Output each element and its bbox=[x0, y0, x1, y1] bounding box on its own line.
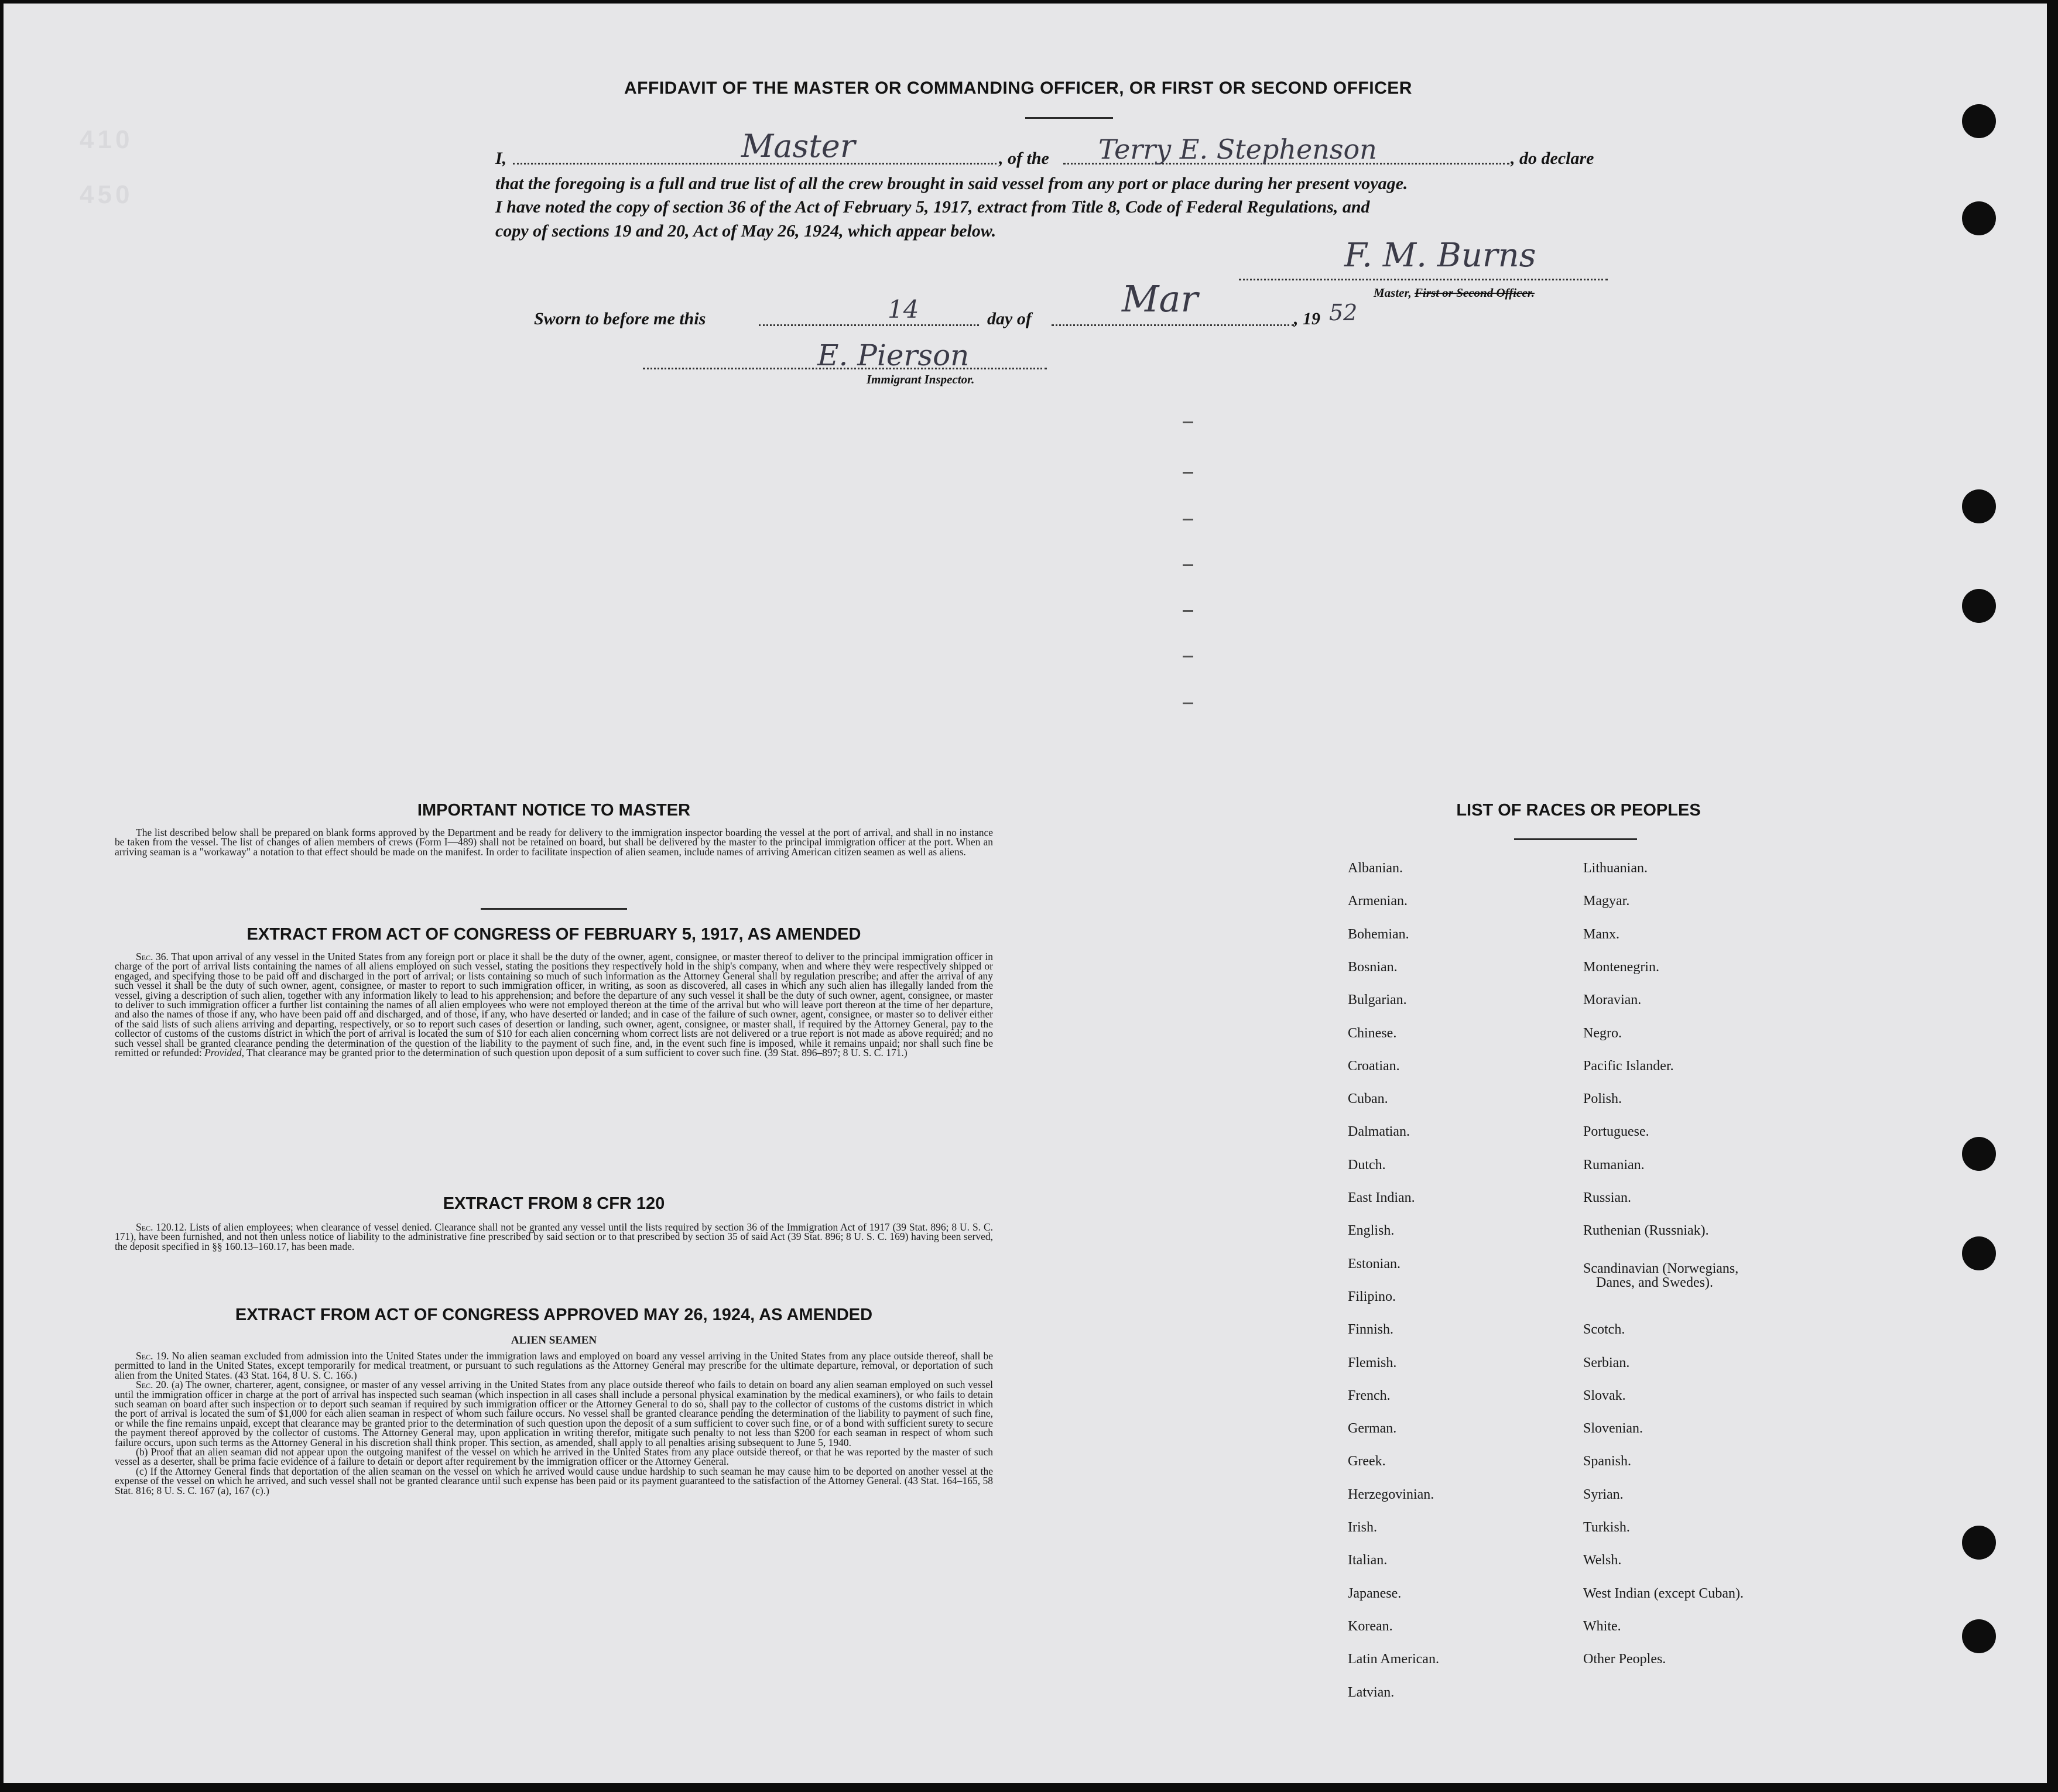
affidavit-do-declare: , do declare bbox=[1511, 149, 1594, 168]
title-rule bbox=[1025, 117, 1113, 119]
day-of-label: day of bbox=[987, 309, 1032, 328]
master-caption-officer: First or Second Officer. bbox=[1415, 286, 1535, 300]
affidavit-line-2: I have noted the copy of section 36 of the Act of February 5, 1917, extract from Title 8, Code of Federal Regulations, and bbox=[495, 197, 1370, 217]
extract-1917-paragraph bbox=[115, 952, 993, 1057]
master-signature: F. M. Burns bbox=[1344, 237, 1536, 275]
race-item: Bulgarian. bbox=[1348, 992, 1407, 1008]
race-item: Negro. bbox=[1583, 1025, 1622, 1041]
race-item: Flemish. bbox=[1348, 1355, 1397, 1370]
alien-seamen-subtitle: ALIEN SEAMEN bbox=[511, 1334, 597, 1346]
affidavit-line-1: that the foregoing is a full and true list of all the crew brought in said vessel from any port or place during her present voyage. bbox=[495, 174, 1408, 193]
bleed-through-mark: 410 bbox=[80, 125, 133, 154]
race-item: Filipino. bbox=[1348, 1289, 1396, 1304]
sec20a-paragraph bbox=[115, 1380, 993, 1447]
provided-label: Provided, bbox=[204, 1047, 244, 1059]
race-item: Japanese. bbox=[1348, 1585, 1402, 1601]
punch-hole bbox=[1962, 104, 1996, 138]
bleed-through-mark: 450 bbox=[80, 180, 133, 209]
race-item: Slovenian. bbox=[1583, 1421, 1643, 1437]
sec19-text: No alien seaman excluded from admission into the United States under the immigration laws and employed on board any vessel arriving in the United States from any place outside thereof, shall be permitted to land in the United States, except temporarily for medical treatment, or pursuant to such regulations as the Attorney General may prescribe for the ultimate departure, removal, or deportation of such alien from the United States. (43 Stat. 164, 8 U. S. C. 166.) bbox=[115, 1350, 993, 1381]
notice-paragraph: The list described below shall be prepared on blank forms approved by the Department and be ready for delivery to the immigration inspector boarding the vessel at the port of arrival, and shall in no instance be taken from the vessel. The list of changes of alien members of crews (Form I—489) shall not be retained on board, but shall be delivered by the master to the principal immigration officer at the port. When an arriving seaman is a "workaway" a notation to that effect should be made on the manifest. In order to facilitate inspection of alien seamen, include names of arriving American citizen seamen as well as aliens. bbox=[115, 827, 993, 858]
race-item: Turkish. bbox=[1583, 1520, 1630, 1535]
cfr-body bbox=[115, 1222, 993, 1251]
scan-speck bbox=[1183, 564, 1193, 566]
extract-1917-body bbox=[115, 952, 993, 1057]
race-item: Dalmatian. bbox=[1348, 1124, 1410, 1140]
scan-speck bbox=[1183, 656, 1193, 657]
race-item: English. bbox=[1348, 1223, 1395, 1239]
cfr-title: EXTRACT FROM 8 CFR 120 bbox=[443, 1194, 665, 1213]
master-caption-master: Master, bbox=[1374, 286, 1412, 300]
race-item: Other Peoples. bbox=[1583, 1651, 1666, 1667]
extract-1917-tail: That clearance may be granted prior to the determination of such question upon deposit of a sum sufficient to cover such fine. (39 Stat. 896–897; 8 U. S. C. 171.) bbox=[246, 1047, 908, 1059]
scan-speck bbox=[1183, 472, 1193, 474]
race-item: Moravian. bbox=[1583, 992, 1642, 1008]
race-item: East Indian. bbox=[1348, 1190, 1415, 1205]
sec20a-text: (a) The owner, charterer, agent, consignee, or master of any vessel arriving in the United States from any place outside thereof who fails to detain on board any alien seaman employed on such vessel until the immigration officer in charge at the port of arrival has inspected such seaman (which inspection in all cases shall include a personal physical examination by the medical examiners), or who fails to detain such seaman on board after such inspection or to deport such seaman if required by such immigration officer or the Attorney General to do so, shall pay to the collector of customs of the customs district in which the port of arrival is located the sum of $1,000 for each alien seaman in respect of whom such failure occurs. No vessel shall be granted clearance pending the determination of the liability to payment of such fine, or while the fine remains unpaid, except that clearance may be granted prior to the determination of such question upon the deposit of a sum sufficient to cover such fine, or of a bond with sufficient surety to secure the payment thereof approved by the collector of customs. The Attorney General may, upon application in writing therefor, mitigate such penalty to not less than $200 for each seaman in respect of whom such failure occurs, upon such terms as the Attorney General in his discretion shall think proper. This section, as amended, shall apply to all penalties arising subsequent to June 5, 1940. bbox=[115, 1379, 993, 1448]
scan-speck bbox=[1183, 422, 1193, 423]
race-item: Korean. bbox=[1348, 1618, 1393, 1634]
race-item: Chinese. bbox=[1348, 1025, 1397, 1041]
section-label: Sec. 19. bbox=[136, 1350, 169, 1362]
race-item: Ruthenian (Russniak). bbox=[1583, 1223, 1709, 1239]
race-item: Albanian. bbox=[1348, 861, 1403, 876]
punch-hole bbox=[1962, 589, 1996, 623]
extract-1924-title: EXTRACT FROM ACT OF CONGRESS APPROVED MAY 26, 1924, AS AMENDED bbox=[235, 1306, 873, 1324]
section-label: Sec. 120.12. bbox=[136, 1221, 187, 1233]
handwritten-vessel: Terry E. Stephenson bbox=[1098, 133, 1377, 165]
handwritten-rank: Master bbox=[741, 128, 855, 165]
race-item: Serbian. bbox=[1583, 1355, 1630, 1370]
race-item: Scotch. bbox=[1583, 1322, 1625, 1338]
race-item: Magyar. bbox=[1583, 893, 1630, 909]
race-item: Lithuanian. bbox=[1583, 861, 1648, 876]
race-item: Dutch. bbox=[1348, 1157, 1386, 1173]
race-item: West Indian (except Cuban). bbox=[1583, 1585, 1744, 1601]
race-item: Estonian. bbox=[1348, 1256, 1400, 1272]
race-item: French. bbox=[1348, 1387, 1391, 1403]
affidavit-title: AFFIDAVIT OF THE MASTER OR COMMANDING OFFICER, OR FIRST OR SECOND OFFICER bbox=[624, 78, 1412, 98]
extract-1917-text: That upon arrival of any vessel in the United States from any foreign port or place it shall be the duty of the owner, agent, consignee, or master thereof to deliver to the principal immigration officer in charge of the port of arrival lists containing the names of all aliens employed on such vessel, stating the positions they respectively hold in the ship's company, when and where they were respectively shipped or engaged, and specifying those to be paid off and discharged in the port of arrival; or lists containing so much of such information as the Attorney General shall by regulation prescribe; and after the arrival of any such vessel it shall be the duty of such owner, agent, consignee, or master to report to such immigration officer, in writing, as soon as discovered, all cases in which any such alien has illegally landed from the vessel, giving a description of such alien, together with any information likely to lead to his apprehension; and before the departure of any such vessel it shall be the duty of such owner, agent, consignee, or master to deliver to such immigration officer a further list containing the names of all alien employees who were not employed thereon at the time of the arrival but who will leave port thereon at the time of her departure, and also the names of those if any, who have been paid off and discharged, and of those, if any, who have deserted or landed; and in case of the failure of such owner, agent, consignee, or master so to deliver either of the said lists of such aliens arriving and departing, respectively, or so to report such cases of desertion or landing, such owner, agent, consignee, or master shall, if required by the Attorney General, pay to the collector of customs of the customs district in which the port of arrival is located the sum of $10 for each alien concerning whom correct lists are not delivered or a true report is not made as above required; and no such vessel shall be granted clearance pending the determination of the question of the liability to the payment of such fine, and, in the event such fine is imposed, while it remains unpaid; nor shall such fine be remitted or refunded: bbox=[115, 951, 993, 1059]
race-item: Russian. bbox=[1583, 1190, 1632, 1205]
punch-hole bbox=[1962, 1236, 1996, 1270]
race-item: Scandinavian (Norwegians, bbox=[1583, 1260, 1739, 1276]
race-item: Latvian. bbox=[1348, 1684, 1395, 1700]
month-line bbox=[1052, 324, 1294, 326]
scan-speck bbox=[1183, 519, 1193, 520]
race-item: Latin American. bbox=[1348, 1651, 1439, 1667]
affidavit-i-label: I, bbox=[495, 149, 507, 168]
year-prefix: , 19 bbox=[1294, 309, 1320, 328]
notice-title: IMPORTANT NOTICE TO MASTER bbox=[417, 801, 691, 820]
punch-hole bbox=[1962, 489, 1996, 523]
race-item: Manx. bbox=[1583, 926, 1619, 942]
race-item: Greek. bbox=[1348, 1454, 1386, 1469]
inspector-caption: Immigrant Inspector. bbox=[867, 372, 975, 386]
race-item: Spanish. bbox=[1583, 1454, 1632, 1469]
scan-speck bbox=[1183, 610, 1193, 612]
cfr-paragraph bbox=[115, 1222, 993, 1251]
sworn-label: Sworn to before me this bbox=[534, 309, 706, 328]
punch-hole bbox=[1962, 1619, 1996, 1653]
inspector-line bbox=[643, 368, 1047, 369]
sec20b-paragraph: (b) Proof that an alien seaman did not appear upon the outgoing manifest of the vessel on which he arrived in the United States from any place outside thereof, or that he was reported by the master of such vessel as a deserter, shall be prima facie evidence of a failure to detain or deport after requirement by the immigration officer or the Attorney General. bbox=[115, 1446, 993, 1468]
races-title: LIST OF RACES OR PEOPLES bbox=[1456, 801, 1701, 820]
handwritten-day: 14 bbox=[888, 295, 919, 324]
handwritten-month: Mar bbox=[1122, 277, 1198, 320]
sec19-paragraph bbox=[115, 1351, 993, 1380]
race-item: Portuguese. bbox=[1583, 1124, 1649, 1140]
race-item: Finnish. bbox=[1348, 1322, 1394, 1338]
sec20c-paragraph: (c) If the Attorney General finds that deportation of the alien seaman on the vessel on which he arrived would cause undue hardship to such seaman he may cause him to be deported on another vessel at the expense of the vessel on which he arrived, and such vessel shall not be granted clearance until such expense has been paid or its payment guaranteed to the satisfaction of the Attorney General. (43 Stat. 164–165, 58 Stat. 816; 8 U. S. C. 167 (a), 167 (c).) bbox=[115, 1465, 993, 1496]
notice-body bbox=[115, 828, 993, 856]
punch-hole bbox=[1962, 1526, 1996, 1560]
cfr-text: Lists of alien employees; when clearance of vessel denied. Clearance shall not be granted any vessel until the lists required by section 36 of the Immigration Act of 1917 (39 Stat. 896; 8 U. S. C. 171), have been furnished, and not then unless notice of liability to the administrative fine prescribed by said section or to that prescribed by section 35 of said Act (39 Stat. 896; 8 U. S. C. 169) having been served, the deposit specified in §§ 160.13–160.17, has been made. bbox=[115, 1221, 994, 1252]
race-item: Montenegrin. bbox=[1583, 959, 1659, 975]
race-item: German. bbox=[1348, 1421, 1397, 1437]
race-item: Armenian. bbox=[1348, 893, 1408, 909]
race-item: Bohemian. bbox=[1348, 926, 1409, 942]
master-caption bbox=[1374, 286, 1535, 300]
race-item: Syrian. bbox=[1583, 1486, 1624, 1502]
punch-hole bbox=[1962, 1137, 1996, 1171]
race-item: Croatian. bbox=[1348, 1058, 1400, 1074]
race-item: Irish. bbox=[1348, 1520, 1377, 1535]
race-item: Polish. bbox=[1583, 1091, 1622, 1107]
extract-1917-title: EXTRACT FROM ACT OF CONGRESS OF FEBRUARY 5, 1917, AS AMENDED bbox=[246, 925, 861, 944]
race-item: Italian. bbox=[1348, 1553, 1388, 1568]
scan-speck bbox=[1183, 703, 1193, 704]
race-item: Cuban. bbox=[1348, 1091, 1388, 1107]
race-item: Slovak. bbox=[1583, 1387, 1626, 1403]
signature-line bbox=[1239, 279, 1608, 280]
section-label: Sec. 36. bbox=[136, 951, 169, 962]
affidavit-of-the: , of the bbox=[999, 149, 1049, 168]
inspector-signature: E. Pierson bbox=[817, 338, 970, 372]
race-item: Rumanian. bbox=[1583, 1157, 1645, 1173]
handwritten-year: 52 bbox=[1329, 300, 1358, 325]
section-rule bbox=[481, 908, 627, 910]
races-rule bbox=[1514, 838, 1637, 840]
section-label: Sec. 20. bbox=[136, 1379, 169, 1391]
race-item: Danes, and Swedes). bbox=[1596, 1274, 1713, 1290]
race-item: White. bbox=[1583, 1618, 1621, 1634]
race-item: Pacific Islander. bbox=[1583, 1058, 1674, 1074]
manifest-page bbox=[4, 4, 2047, 1783]
day-line bbox=[759, 324, 979, 326]
punch-hole bbox=[1962, 201, 1996, 235]
affidavit-line-3: copy of sections 19 and 20, Act of May 26, 1924, which appear below. bbox=[495, 221, 997, 241]
extract-1924-body bbox=[115, 1351, 993, 1495]
race-item: Bosnian. bbox=[1348, 959, 1398, 975]
race-item: Herzegovinian. bbox=[1348, 1486, 1434, 1502]
race-item: Welsh. bbox=[1583, 1553, 1622, 1568]
